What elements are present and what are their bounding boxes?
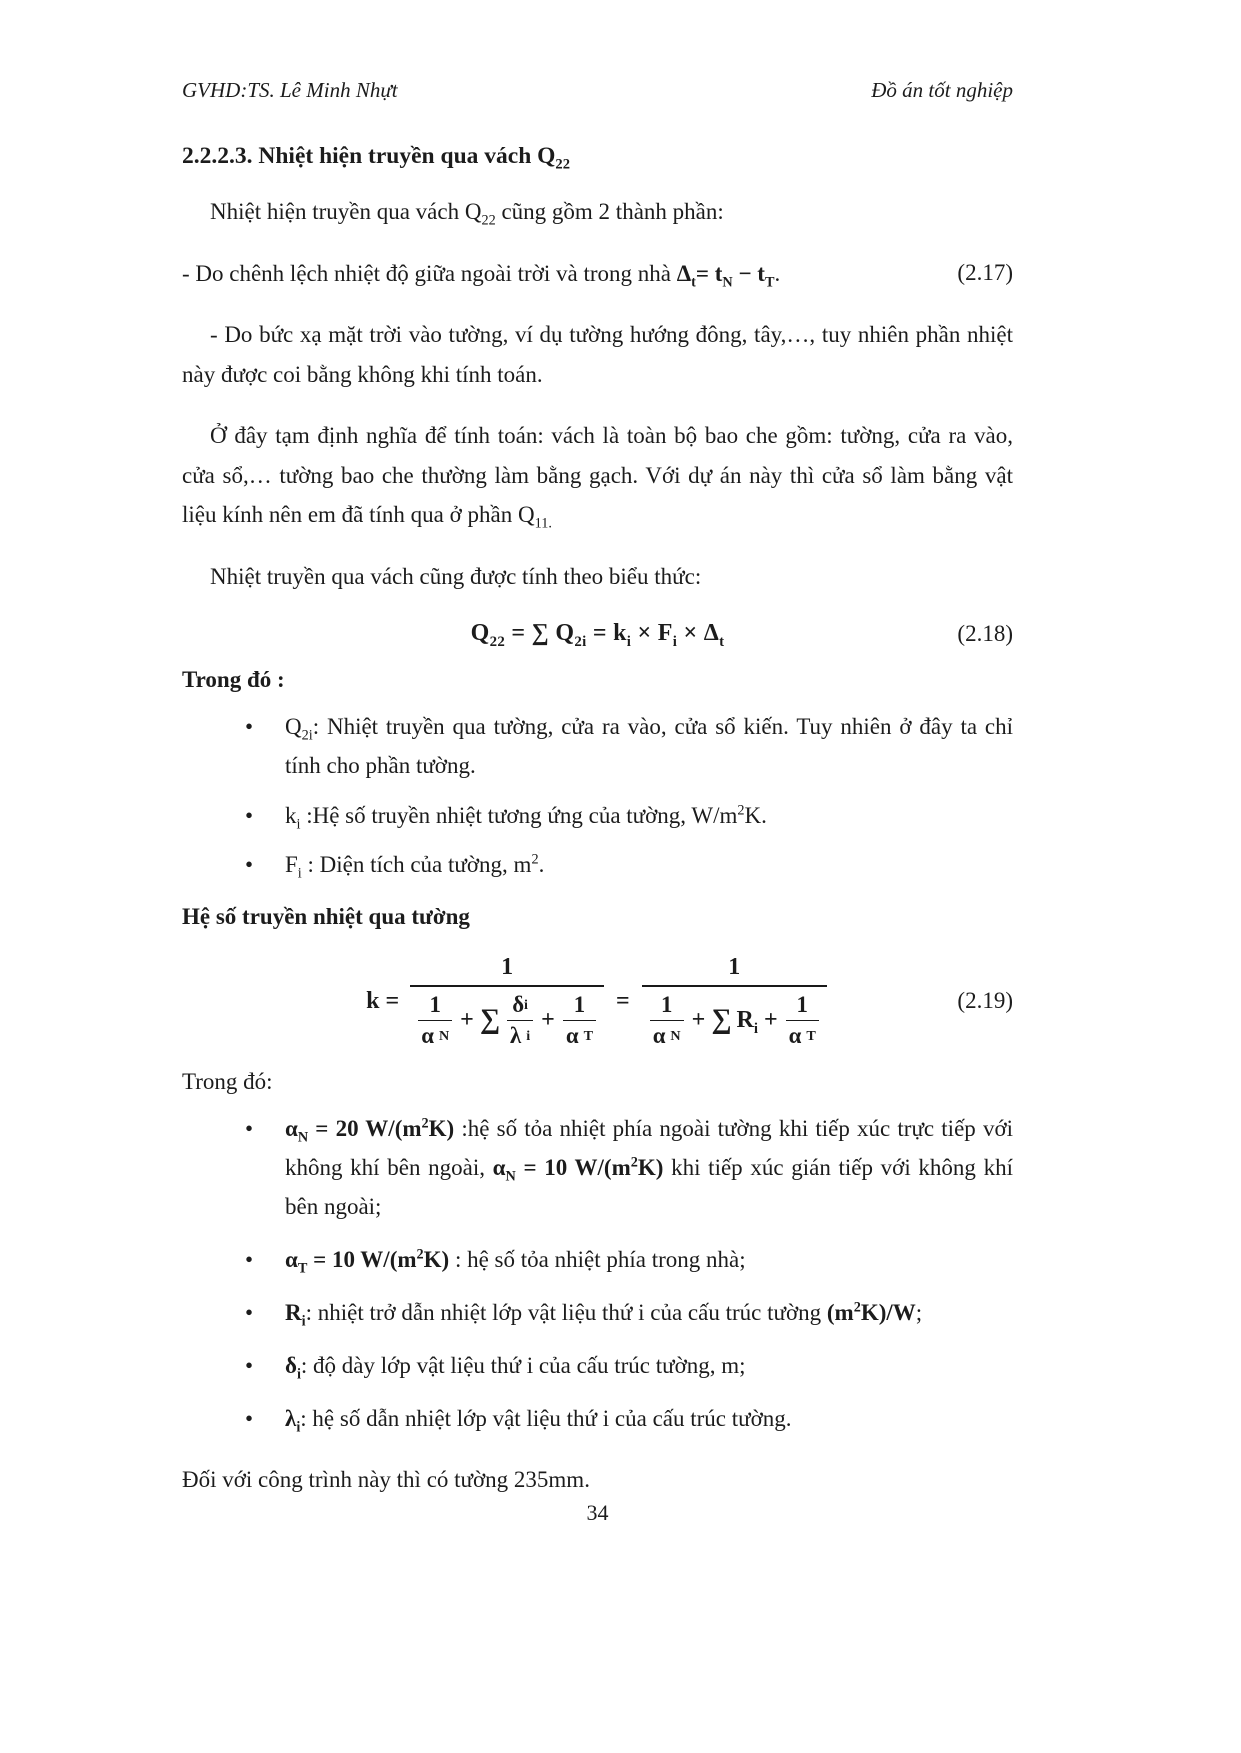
text-run: : hệ số tỏa nhiệt phía trong nhà; [449,1247,746,1273]
equation-2-19 [182,954,1013,1049]
text-run: - Do chênh lệch nhiệt độ giữa ngoài trời và trong nhà [182,260,677,286]
text-run: . [538,851,545,877]
text-run: cũng gồm 2 thành phần: [495,199,724,224]
text-run: : hệ số dẫn nhiệt lớp vật liệu thứ i của cấu trúc tường. [300,1406,792,1432]
list-item-text [285,1399,1013,1438]
math-run [492,1154,664,1185]
sigma-icon: ∑ [711,1004,732,1036]
math-text: F [285,851,298,877]
paragraph-conclusion [182,1460,1013,1500]
sub-run: N [505,1168,516,1185]
sub-run: i [296,1366,301,1383]
page-header [182,78,1013,103]
section-heading-text: 2.2.2.3. Nhiệt hiện truyền qua vách Q [182,143,556,169]
fraction-numerator [722,954,746,985]
sup-run: 2 [737,801,745,818]
sub-run: i [753,1020,758,1037]
math-operator: + [763,1006,778,1033]
text-run: Đối với công trình này thì có tường 235mm. [182,1467,590,1493]
math-text: = t [695,260,723,286]
equation-number-2-19: (2.19) [957,988,1013,1014]
math-run [285,1246,450,1277]
math-text: δ [512,991,525,1017]
equation-2-18-body [470,620,725,651]
math-text: R [285,1300,302,1326]
sub-run: 22 [489,634,506,651]
math-text: − t [732,260,765,286]
sub-run: N [297,1129,309,1146]
list-item [245,1293,1013,1332]
text-run: K. [744,802,767,828]
equation-number-2-17: (2.17) [957,260,1013,286]
math-text: λ [510,1022,522,1048]
fraction-denominator [410,985,604,1049]
bullet-icon [245,1109,285,1226]
math-text [736,1006,758,1037]
bullet-list-coefficients [182,1109,1013,1439]
sub-run: 2i [574,634,587,651]
fraction [786,992,819,1049]
sub-run: T [297,1260,308,1277]
math-text: λ [285,1406,297,1432]
list-item-text [285,1109,1013,1226]
sub-run: i [626,634,632,651]
equation-number-2-18: (2.18) [957,620,1013,646]
section-heading [182,143,1013,173]
math-text: Q [470,620,490,647]
fraction-denominator: λ i [507,1020,533,1049]
list-item [245,845,1013,884]
math-text: δ [285,1353,297,1379]
math-text: K)/W [860,1300,916,1326]
sup-run: 2 [531,851,539,867]
math-text: K) [423,1247,450,1273]
bullet-icon [245,1293,285,1332]
paragraph-intro [182,192,1013,232]
text-run: : Diện tích của tường, m [301,851,532,877]
bullet-icon [245,707,285,785]
math-text: = 10 W/(m [515,1154,631,1180]
list-item-text [285,707,1013,785]
header-right: Đồ án tốt nghiệp [871,78,1013,102]
math-text: (m [826,1300,854,1326]
sub-run: 22 [481,212,496,229]
math-text: α [285,1247,298,1273]
list-item [245,1346,1013,1385]
label-trong-do-1: Trong đó : [182,667,285,693]
paragraph-wall-definition [182,416,1013,535]
math-text: k = [366,987,400,1014]
fraction [650,992,684,1049]
fraction [507,992,533,1049]
math-text: 1 [429,991,441,1017]
math-text: α [421,1022,434,1048]
text-run: : Nhiệt truyền qua tường, cửa ra vào, cửa sổ kiến. Tuy nhiên ở đây ta chỉ tính cho phần tường. [285,714,1013,779]
fraction-denominator: α T [563,1020,596,1049]
math-text: α [492,1154,506,1180]
math-text: R [736,1006,754,1033]
sub-run: t [691,274,696,291]
fraction-numerator [794,992,811,1020]
bullet-icon [245,1346,285,1385]
sub-run: 11. [534,515,552,532]
sub-run: i [296,1419,301,1436]
bullet-icon [245,796,285,835]
sup-run: 2 [416,1246,424,1263]
list-item-text [285,796,1013,835]
fraction-denominator [642,985,827,1049]
list-item [245,1240,1013,1279]
math-operator: + [460,1006,474,1033]
text-run: : độ dày lớp vật liệu thứ i của cấu trúc tường, m; [300,1353,746,1379]
fraction-denominator: α N [418,1020,452,1049]
text-run: :hệ số tỏa nhiệt phía ngoài tường khi tiếp xúc trực tiếp với không khí bên ngoài, [285,1115,1013,1180]
math-operator: + [541,1006,555,1033]
list-item-text [285,1240,1013,1279]
fraction [410,954,604,1049]
fraction-denominator: α N [650,1020,684,1049]
math-text: = k [586,620,627,647]
math-text: 1 [501,953,514,980]
math-run [285,1300,306,1330]
fraction-denominator: α T [786,1020,819,1049]
text-run: . [774,260,781,286]
list-item [245,707,1013,785]
bullet-icon [245,1240,285,1279]
math-text: α [285,1115,298,1141]
math-text: 1 [573,991,586,1017]
math-run [676,260,775,291]
math-run [285,1353,301,1383]
bullet-list-q22-terms [182,707,1013,883]
sub-run: i [297,865,302,882]
math-text: 1 [796,991,808,1017]
math-text: = ∑ Q [505,620,575,647]
sub-run: T [764,274,775,291]
text-run: Nhiệt truyền qua vách cũng được tính theo biểu thức: [210,563,702,589]
paragraph-temp-difference [182,254,1013,294]
text-run: Nhiệt hiện truyền qua vách Q [210,199,482,224]
math-text: 1 [660,991,673,1017]
math-text: K) [428,1115,455,1141]
list-item-text [285,1346,1013,1385]
math-text: α [565,1022,579,1048]
list-item [245,1399,1013,1438]
math-text: 1 [728,953,741,980]
math-text: Δ [676,260,692,286]
math-text: = 20 W/(m [308,1115,422,1141]
math-text: α [788,1022,802,1048]
math-text: k [285,802,297,828]
fraction-numerator [571,992,588,1020]
fraction-numerator: δ i [512,991,528,1017]
sub-run: i [296,816,301,833]
sup-run: 2 [853,1299,861,1316]
label-trong-do-2: Trong đó: [182,1068,273,1094]
fraction-numerator [658,992,675,1020]
text-run: :Hệ số truyền nhiệt tương ứng của tường, W/m [300,802,738,828]
text-run: - Do bức xạ mặt trời vào tường, ví dụ tường hướng đông, tây,…, tuy nhiên phần nhiệt này được coi bằng không khi tính toán. [182,322,1013,387]
math-text: × Δ [677,620,720,647]
math-run [285,1115,455,1146]
math-text: K) [637,1154,664,1180]
section-heading-sub: 22 [555,156,570,173]
paragraph-solar-radiation [182,315,1013,394]
math-text: Q [285,714,302,740]
sup-run: 2 [421,1115,429,1132]
math-text: = 10 W/(m [307,1247,417,1273]
fraction [563,992,596,1049]
bullet-icon [245,845,285,884]
math-run [827,1300,916,1325]
sigma-icon: ∑ [479,1004,501,1036]
equation-2-19-body [366,954,829,1049]
text-run: khi tiếp xúc gián tiếp với không khí bên ngoài; [285,1154,1013,1219]
list-item-text [285,845,1013,884]
fraction [642,954,827,1049]
text-run: Ở đây tạm định nghĩa để tính toán: vách là toàn bộ bao che gồm: tường, cửa ra vào, cửa sổ,… tường bao che thường làm bằng gạch. Với dự án này thì cửa sổ làm bằng vật liệu kính nên em đã tính qua ở phần Q [182,423,1013,528]
math-operator: + [691,1006,706,1033]
bullet-icon [245,1399,285,1438]
sub-run: N [722,274,733,291]
label-heat-transfer-coefficient: Hệ số truyền nhiệt qua tường [182,903,470,929]
text-run: : nhiệt trở dẫn nhiệt lớp vật liệu thứ i của cấu trúc tường [305,1300,827,1326]
list-item-text [285,1293,1013,1332]
fraction-numerator [426,992,443,1020]
text-run: ; [915,1300,923,1326]
math-run [285,1406,301,1436]
page-number: 34 [586,1500,609,1525]
list-item [245,796,1013,835]
math-text: α [652,1022,666,1048]
equation-2-18 [182,620,1013,651]
math-text: × F [631,620,673,647]
sub-run: i [672,634,678,651]
sub-run: t [719,634,725,651]
sup-run: 2 [630,1154,638,1171]
list-item [245,1109,1013,1226]
fraction-numerator [495,954,519,985]
fraction [418,992,452,1049]
sub-run: 2i [301,727,313,744]
header-left: GVHD:TS. Lê Minh Nhựt [182,78,398,102]
math-operator: = [616,987,630,1014]
paragraph-formula-intro [182,557,1013,597]
sub-run: i [301,1313,306,1330]
